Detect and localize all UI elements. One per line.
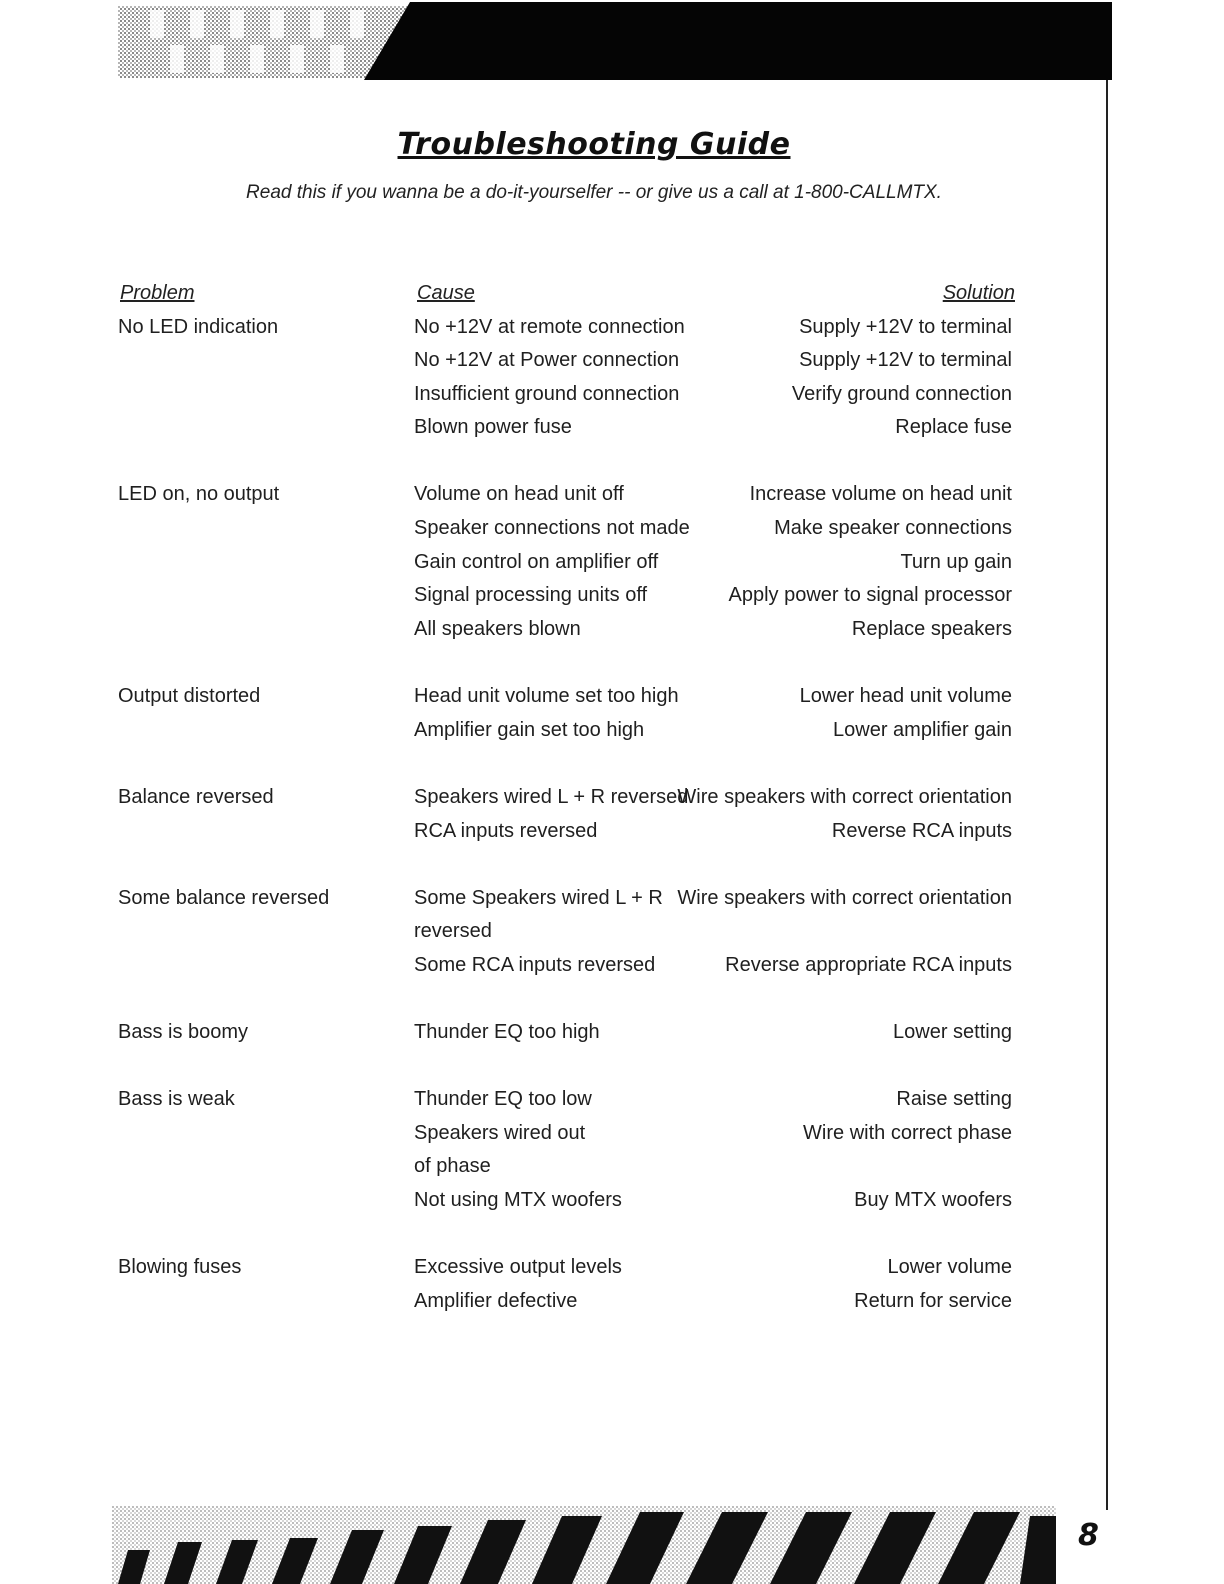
cause-cell: Some RCA inputs reversed	[414, 954, 656, 976]
cause-cell: Blown power fuse	[414, 416, 572, 438]
problem-cell: Output distorted	[118, 685, 261, 707]
solution-cell: Increase volume on head unit	[749, 483, 1012, 505]
solution-cell: Lower volume	[887, 1256, 1012, 1278]
cause-cell: Thunder EQ too high	[414, 1021, 600, 1043]
solution-cell: Wire speakers with correct orientation	[677, 887, 1012, 909]
solution-cell: Lower amplifier gain	[833, 719, 1012, 741]
problem-cell: Balance reversed	[118, 786, 274, 808]
solution-cell: Lower head unit volume	[799, 685, 1012, 707]
cause-cell: No +12V at remote connection	[414, 316, 685, 338]
page-title: Troubleshooting Guide	[397, 127, 791, 162]
solution-cell: Wire speakers with correct orientation	[677, 786, 1012, 808]
page-subtitle: Read this if you wanna be a do-it-yourselfer -- or give us a call at 1-800-CALLMTX.	[246, 182, 942, 203]
problem-cell: Bass is boomy	[118, 1021, 249, 1043]
cause-cell: of phase	[414, 1155, 491, 1177]
column-header-problem: Problem	[120, 282, 195, 304]
column-header-solution: Solution	[942, 282, 1015, 304]
page-number: 8	[1078, 1518, 1099, 1553]
cause-cell: Amplifier defective	[414, 1290, 578, 1312]
cause-cell: Speakers wired L + R reversed	[414, 786, 689, 808]
cause-cell: RCA inputs reversed	[414, 820, 598, 842]
cause-cell: Head unit volume set too high	[414, 685, 679, 707]
solution-cell: Lower setting	[893, 1021, 1012, 1043]
solution-cell: Return for service	[854, 1290, 1012, 1312]
cause-cell: No +12V at Power connection	[414, 349, 680, 371]
problem-cell: Some balance reversed	[118, 887, 330, 909]
solution-cell: Replace speakers	[851, 618, 1012, 640]
solution-cell: Supply +12V to terminal	[799, 349, 1012, 371]
cause-cell: Excessive output levels	[414, 1256, 622, 1278]
problem-cell: No LED indication	[118, 316, 279, 338]
cause-cell: Volume on head unit off	[414, 483, 624, 505]
solution-cell: Apply power to signal processor	[728, 584, 1012, 606]
solution-cell: Reverse RCA inputs	[831, 820, 1012, 842]
cause-cell: Not using MTX woofers	[414, 1189, 622, 1211]
problem-cell: Blowing fuses	[118, 1256, 242, 1278]
problem-cell: Bass is weak	[118, 1088, 235, 1110]
cause-cell: Gain control on amplifier off	[414, 551, 659, 573]
cause-cell: Thunder EQ too low	[414, 1088, 592, 1110]
cause-cell: Speakers wired out	[414, 1122, 586, 1144]
problem-cell: LED on, no output	[118, 483, 280, 505]
solution-cell: Supply +12V to terminal	[799, 316, 1012, 338]
column-header-cause: Cause	[417, 282, 475, 304]
cause-cell: All speakers blown	[414, 618, 581, 640]
solution-cell: Buy MTX woofers	[854, 1189, 1012, 1211]
solution-cell: Reverse appropriate RCA inputs	[725, 954, 1012, 976]
cause-cell: Speaker connections not made	[414, 517, 690, 539]
solution-cell: Wire with correct phase	[803, 1122, 1012, 1144]
cause-cell: Signal processing units off	[414, 584, 648, 606]
solution-cell: Turn up gain	[900, 551, 1012, 573]
cause-cell: reversed	[414, 920, 492, 942]
solution-cell: Make speaker connections	[774, 517, 1012, 539]
cause-cell: Amplifier gain set too high	[414, 719, 645, 741]
cause-cell: Some Speakers wired L + R	[414, 887, 663, 909]
cause-cell: Insufficient ground connection	[414, 383, 680, 405]
footer-banner	[0, 1490, 1224, 1584]
solution-cell: Replace fuse	[895, 416, 1012, 438]
solution-cell: Raise setting	[896, 1088, 1012, 1110]
solution-cell: Verify ground connection	[791, 383, 1012, 405]
